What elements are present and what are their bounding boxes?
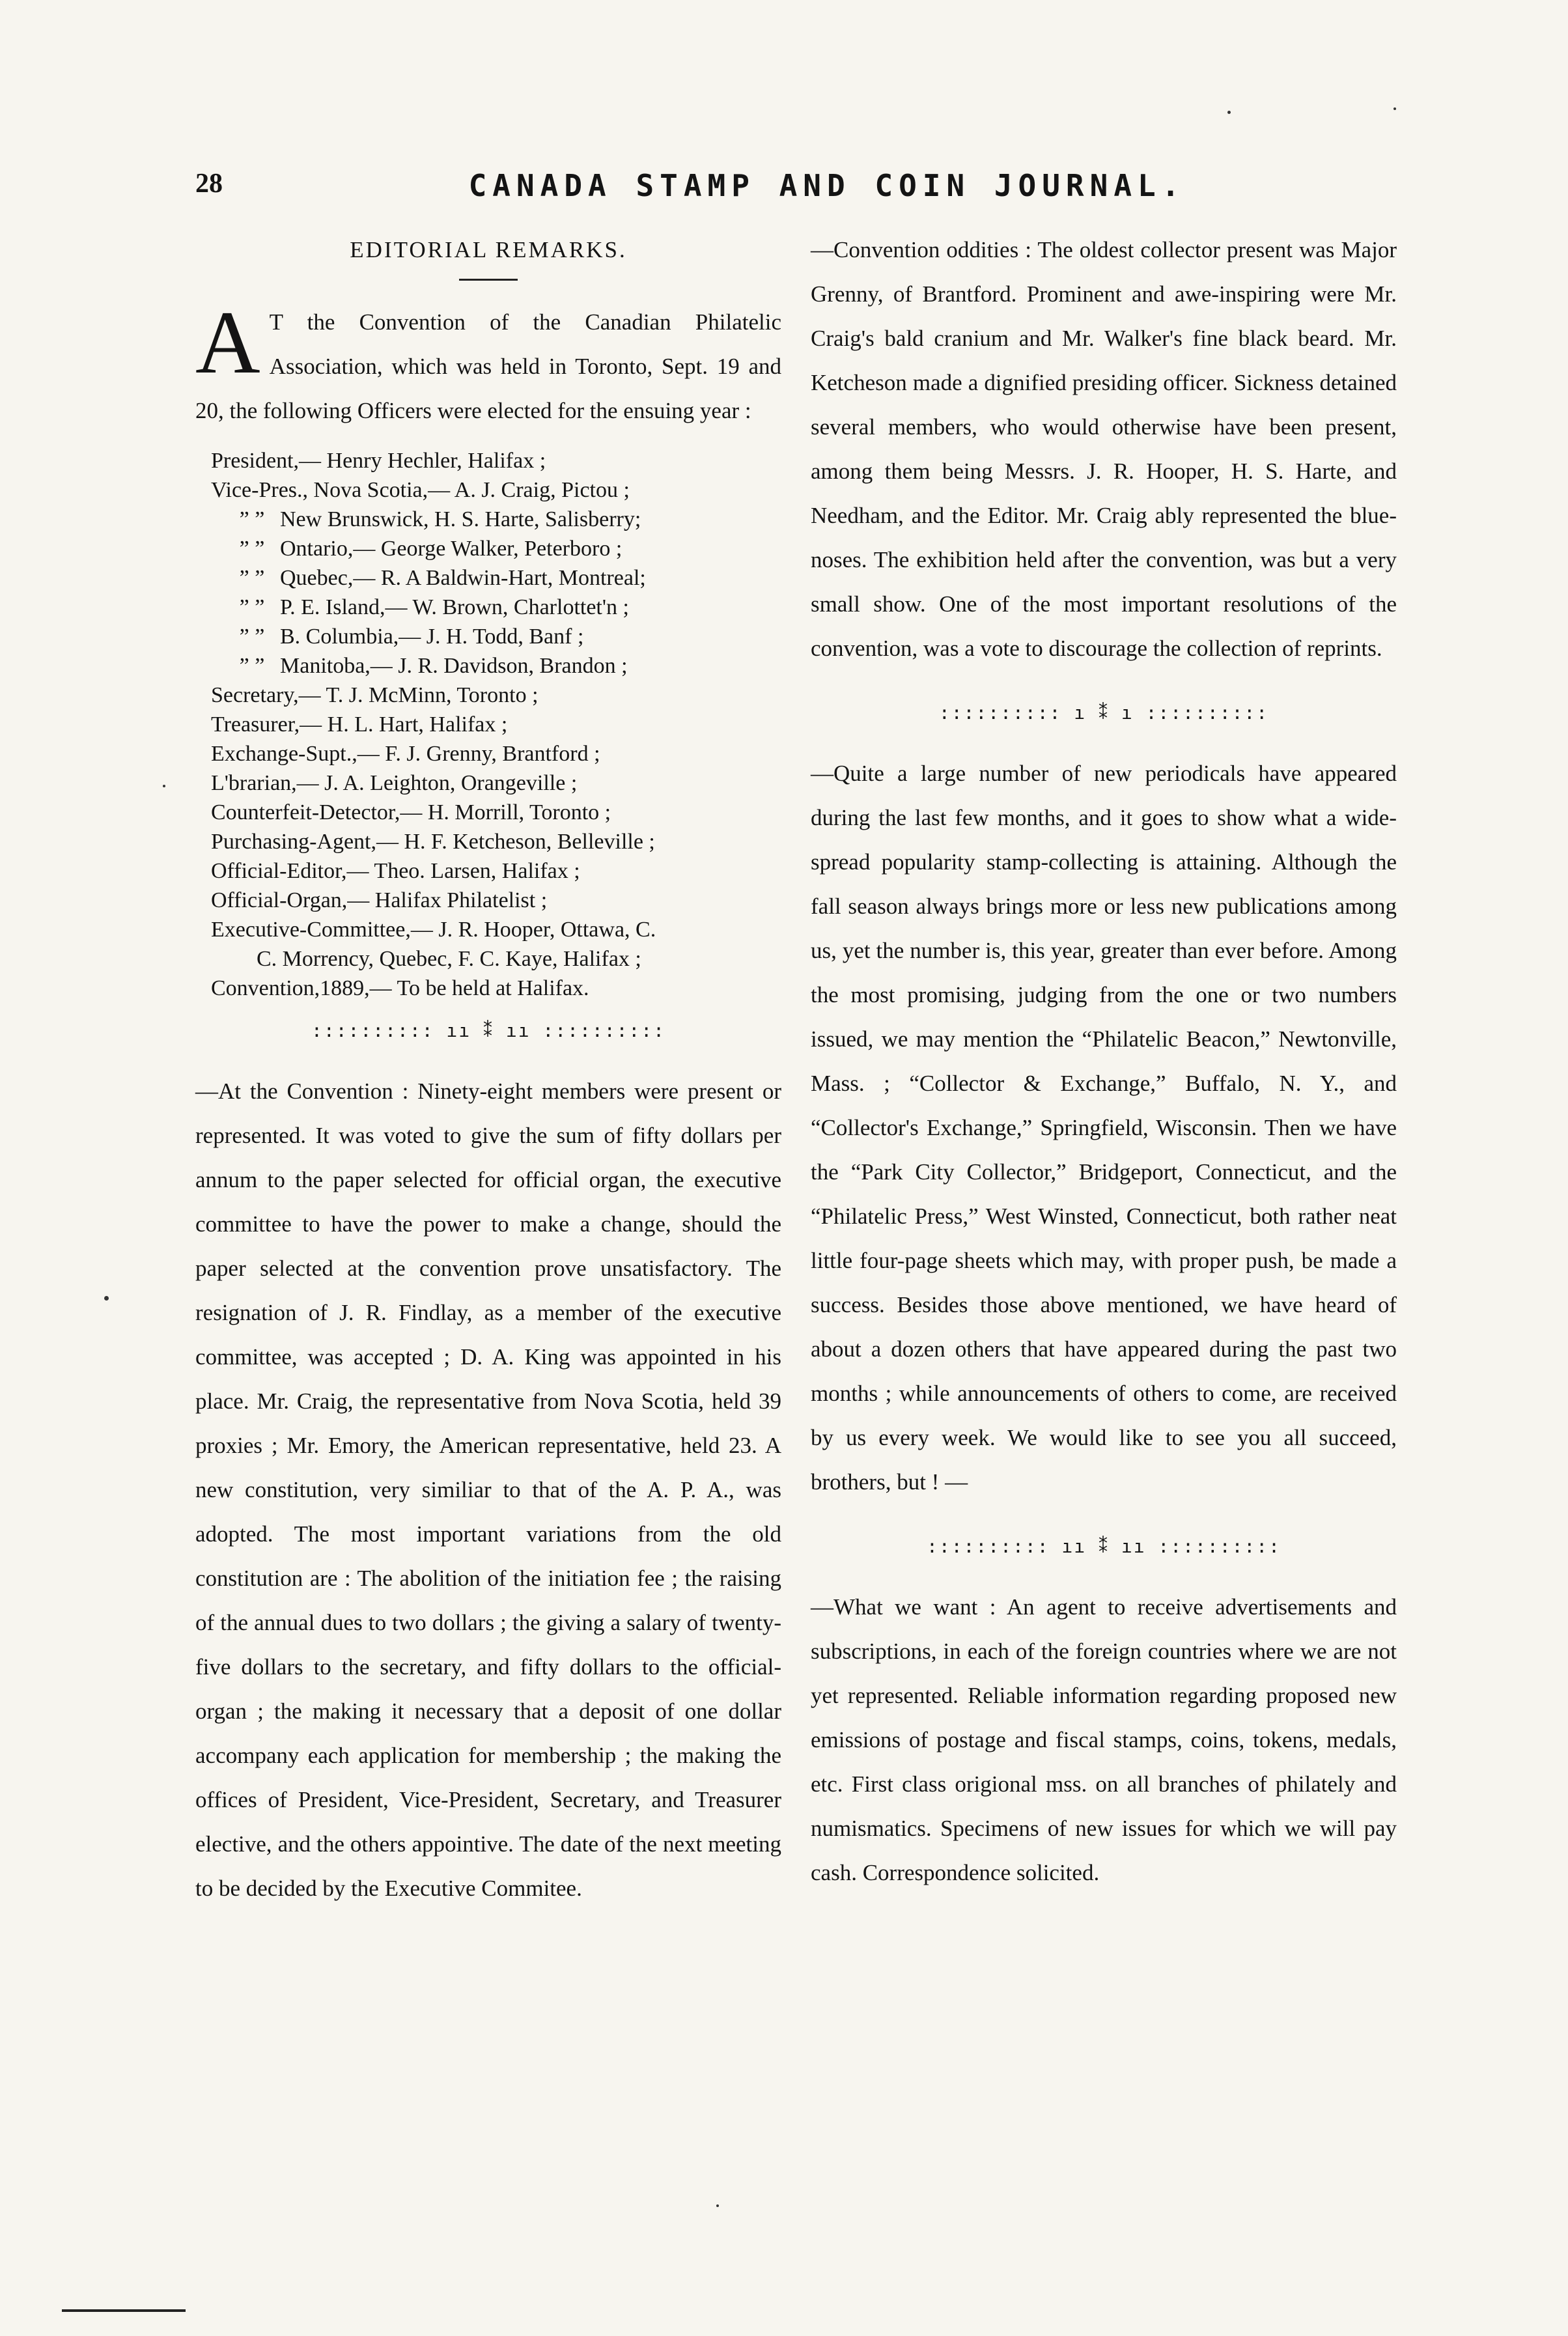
officer-text: Official-Editor,— Theo. Larsen, Halifax ; bbox=[211, 859, 580, 883]
ditto-mark: ” ” bbox=[239, 566, 265, 590]
officer-text: Secretary,— T. J. McMinn, Toronto ; bbox=[211, 683, 539, 707]
officer-text: Treasurer,— H. L. Hart, Halifax ; bbox=[211, 712, 508, 737]
officer-line bbox=[211, 798, 781, 827]
oddities-paragraph: —Convention oddities : The oldest collector present was Major Grenny, of Brantford. Prominent and awe-inspiring were Mr. Craig's bald cranium and Mr. Walker's fine black beard. Mr. Ketcheson made a dignified presiding officer. Sickness detained several members, who would otherwise have been present, among them being Messrs. J. R. Hooper, H. S. Harte, and Needham, and the Editor. Mr. Craig ably represented the blue-noses. The exhibition held after the convention, was but a very small show. One of the most important resolutions of the convention, was a vote to discourage the collection of reprints. bbox=[811, 237, 1397, 661]
heading-rule bbox=[459, 279, 518, 281]
ditto-mark: ” ” bbox=[239, 625, 265, 649]
officer-text: Official-Organ,— Halifax Philatelist ; bbox=[211, 888, 548, 912]
ditto-mark: ” ” bbox=[239, 654, 265, 678]
want-paragraph: —What we want : An agent to receive advertisements and subscriptions, in each of the foreign countries where we are not yet represented. Reliable information regarding proposed new emissions of postage and fiscal stamps, coins, tokens, medals, etc. First class origional mss. on all branches of philately and numismatics. Specimens of new issues for which we will pay cash. Correspondence solicited. bbox=[811, 1594, 1397, 1885]
page-number: 28 bbox=[195, 169, 223, 199]
drop-cap: A bbox=[195, 292, 260, 392]
ditto-mark: ” ” bbox=[239, 507, 265, 531]
officer-line bbox=[211, 622, 781, 651]
scan-speck bbox=[716, 2204, 719, 2207]
intro-paragraph bbox=[195, 292, 781, 433]
officer-text: C. Morrency, Quebec, F. C. Kaye, Halifax ; bbox=[257, 947, 641, 971]
officer-text: Convention,1889,— To be held at Halifax. bbox=[211, 976, 589, 1000]
left-column bbox=[195, 228, 781, 1911]
officer-line bbox=[211, 563, 781, 593]
officer-text: L'brarian,— J. A. Leighton, Orangeville ; bbox=[211, 771, 578, 795]
officer-text: Vice-Pres., Nova Scotia,— A. J. Craig, Pictou ; bbox=[211, 478, 630, 502]
officer-text: Exchange-Supt.,— F. J. Grenny, Brantford ; bbox=[211, 742, 600, 766]
officer-line bbox=[211, 974, 781, 1003]
officer-text: New Brunswick, H. S. Harte, Salisberry; bbox=[280, 507, 641, 531]
officer-line bbox=[211, 446, 781, 475]
officer-text: Counterfeit-Detector,— H. Morrill, Toronto ; bbox=[211, 800, 611, 824]
scan-speck bbox=[104, 1296, 109, 1301]
officer-line bbox=[211, 886, 781, 915]
section-separator: :::::::::: ıı ⁑ ıı :::::::::: bbox=[926, 1536, 1281, 1557]
officer-text: B. Columbia,— J. H. Todd, Banf ; bbox=[280, 625, 584, 649]
officer-line bbox=[211, 505, 781, 534]
section-separator: :::::::::: ı ⁑ ı :::::::::: bbox=[938, 702, 1269, 724]
officer-text: Quebec,— R. A Baldwin-Hart, Montreal; bbox=[280, 566, 646, 590]
officer-line bbox=[211, 593, 781, 622]
officer-text: Manitoba,— J. R. Davidson, Brandon ; bbox=[280, 654, 628, 678]
officer-line bbox=[211, 944, 781, 974]
ditto-mark: ” ” bbox=[239, 595, 265, 619]
officer-text: Ontario,— George Walker, Peterboro ; bbox=[280, 537, 623, 561]
periodicals-paragraph: —Quite a large number of new periodicals have appeared during the last few months, and it goes to show what a wide-spread popularity stamp-collecting is attaining. Although the fall season always brings more or less new publications among us, yet the number is, this year, greater than ever before. Among the most promising, judging from the one or two numbers issued, we may mention the “Philatelic Beacon,” Newtonville, Mass. ; “Collector & Exchange,” Buffalo, N. Y., and “Collector's Exchange,” Springfield, Wisconsin. Then we have the “Park City Collector,” Bridgeport, Connecticut, and the “Philatelic Press,” West Winsted, Connecticut, both rather neat little four-page sheets which may, with proper push, be made a success. Besides those above mentioned, we have heard of about a dozen others that have appeared during the past two months ; while announcements of others to come, are received by us every week. We would like to see you all succeed, brothers, but ! — bbox=[811, 761, 1397, 1495]
officer-line bbox=[211, 681, 781, 710]
scan-speck bbox=[1227, 111, 1231, 114]
officers-list bbox=[211, 446, 781, 1003]
convention-paragraph: —At the Convention : Ninety-eight members were present or represented. It was voted to give the sum of fifty dollars per annum to the paper selected for official organ, the executive committee to have the power to make a change, should the paper selected at the convention prove unsatisfactory. The resignation of J. R. Findlay, as a member of the executive committee, was accepted ; D. A. King was appointed in his place. Mr. Craig, the representative from Nova Scotia, held 39 proxies ; Mr. Emory, the American representative, held 23. A new constitution, very similiar to that of the A. P. A., was adopted. The most important variations from the old constitution are : The abolition of the initiation fee ; the raising of the annual dues to two dollars ; the giving a salary of twenty-five dollars to the secretary, and fifty dollars to the official-organ ; the making it necessary that a deposit of one dollar accompany each application for membership ; the making the offices of President, Vice-President, Secretary, and Treasurer elective, and the others appointive. The date of the next meeting to be decided by the Executive Commitee. bbox=[195, 1078, 781, 1901]
officer-text: P. E. Island,— W. Brown, Charlottet'n ; bbox=[280, 595, 629, 619]
right-column bbox=[811, 228, 1397, 1895]
officer-line bbox=[211, 534, 781, 563]
footer-mark bbox=[62, 2309, 186, 2312]
officer-line bbox=[211, 915, 781, 944]
officer-line bbox=[211, 768, 781, 798]
scan-speck bbox=[163, 785, 165, 787]
officer-text: Executive-Committee,— J. R. Hooper, Ottawa, C. bbox=[211, 918, 656, 942]
officer-text: Purchasing-Agent,— H. F. Ketcheson, Belleville ; bbox=[211, 830, 655, 854]
officer-text: President,— Henry Hechler, Halifax ; bbox=[211, 449, 546, 473]
officer-line bbox=[211, 475, 781, 505]
ditto-mark: ” ” bbox=[239, 537, 265, 561]
officer-line bbox=[211, 710, 781, 739]
intro-text: T the Convention of the Canadian Philatelic Association, which was held in Toronto, Sept. 19 and 20, the following Officers were elected for the ensuing year : bbox=[195, 309, 781, 423]
editorial-heading: EDITORIAL REMARKS. bbox=[350, 237, 627, 262]
officer-line bbox=[211, 651, 781, 681]
running-title: CANADA STAMP AND COIN JOURNAL. bbox=[468, 168, 1186, 203]
scan-speck bbox=[1393, 107, 1396, 110]
section-separator: :::::::::: ıı ⁑ ıı :::::::::: bbox=[311, 1020, 665, 1041]
officer-line bbox=[211, 827, 781, 856]
officer-line bbox=[211, 856, 781, 886]
officer-line bbox=[211, 739, 781, 768]
